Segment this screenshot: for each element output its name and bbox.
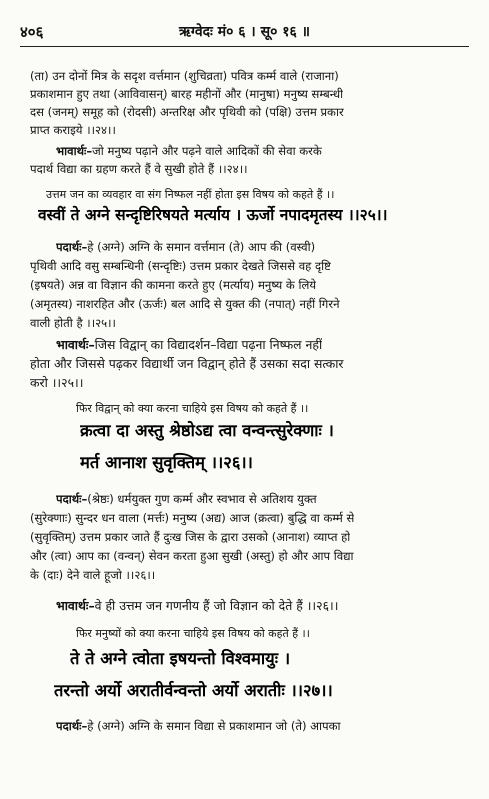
mantra-verse: मर्त आनाश सुवृक्तिम् ।।२६।।	[80, 453, 253, 472]
padartha-line: पदार्थः–हे (अग्ने) अग्नि के समान वर्त्तमान (ते) आप की (वस्वी)	[56, 240, 316, 254]
padartha-line: (सुवृक्तिम्) उत्तम प्रकार जाते हैं दुःख जिस के द्वारा उसको (आनाश) व्याप्त हो	[30, 530, 351, 544]
padartha-line: (इषयते) अन्न वा विज्ञान की कामना करते हुए (मर्त्याय) मनुष्य के लिये	[30, 278, 317, 292]
running-title: ऋग्वेदः मं० ६ । सू० १६ ॥	[178, 24, 311, 40]
body-line: प्रकाशमान हुए तथा (आविवासन्) बारह महीनों और (मानुषा) मनुष्य सम्बन्धी	[30, 87, 344, 101]
bhavartha-line: भावार्थः–वे ही उत्तम जन गणनीय हैं जो विज्ञान को देते हैं ।।२६।।	[56, 598, 339, 613]
padartha-line: और (त्वा) आप का (वन्वन्) सेवन करता हुआ सुखी (अस्तु) हो और आप विद्या	[30, 549, 354, 563]
bhavartha-line: पदार्थ विद्या का ग्रहण करते हैं वे सुखी होते हैं ।।२४।।	[30, 162, 248, 176]
mantra-verse: क्रत्वा दा अस्तु श्रेष्ठोऽद्य त्वा वन्वन्त्सुरेक्णाः ।	[80, 421, 334, 440]
padartha-line: पदार्थः–हे (अग्ने) अग्नि के समान विद्या से प्रकाशमान जो (ते) आपका	[56, 719, 341, 733]
body-line: (ता) उन दोनों मित्र के सदृश वर्त्तमान (शुचिव्रता) पवित्र कर्म्म वाले (राजाना)	[30, 69, 339, 83]
mantra-verse: तरन्तो अर्यो अरातीर्वन्वन्तो अर्यो अरातीः ।।२७।।	[54, 681, 333, 700]
padartha-line: पदार्थः–(श्रेष्ठः) धर्मयुक्त गुण कर्म्म और स्वभाव से अतिशय युक्त	[56, 492, 317, 506]
topic-intro: फिर विद्वान् को क्या करना चाहिये इस विषय को कहते हैं ।।	[76, 402, 309, 415]
padartha-label: पदार्थः–	[56, 240, 88, 254]
padartha-line: (सुरेक्णाः) सुन्दर धन वाला (मर्त्तः) मनुष्य (अद्य) आज (क्रत्वा) बुद्धि वा कर्म्म से	[30, 511, 355, 525]
bhavartha-label: भावार्थः–	[56, 598, 95, 613]
bhavartha-line: करो ।।२५।।	[30, 375, 84, 390]
topic-intro: उत्तम जन का व्यवहार वा संग निष्फल नहीं होता इस विषय को कहते हैं ।।	[46, 188, 335, 201]
padartha-line: वाली होती है ।।२५।।	[30, 316, 116, 330]
body-line: प्राप्त कराइये ।।२४।।	[30, 123, 116, 137]
topic-intro: फिर मनुष्यों को क्या करना चाहिये इस विषय को कहते हैं ।।	[76, 627, 310, 640]
mantra-verse: ते ते अग्ने त्वोता इषयन्तो विश्वमायुः ।	[70, 649, 291, 668]
bhavartha-line: भावार्थः–जो मनुष्य पढ़ाने और पढ़ने वाले आदिकों की सेवा करके	[56, 144, 322, 158]
body-line: दस (जनम्) समूह को (रोदसी) अन्तरिक्ष और पृथिवी को (पक्षि) उत्तम प्रकार	[30, 105, 344, 119]
padartha-label: पदार्थः–	[56, 492, 88, 506]
page-header	[20, 22, 469, 47]
bhavartha-line: होता और जिससे पढ़कर विद्यार्थी जन विद्वान् होते हैं उसका सदा सत्कार	[30, 356, 344, 371]
mantra-verse: वस्वीं ते अग्ने सन्दृष्टिरिषयते मर्त्याय । ऊर्जो नपादमृतस्य ।।२५।।	[38, 205, 388, 224]
padartha-line: पृथिवी आदि वसु सम्बन्धिनी (सन्दृष्टिः) उत्तम प्रकार देखते जिससे वह दृष्टि	[30, 259, 331, 273]
page-number: ४०६	[20, 23, 44, 41]
padartha-line: (अमृतस्य) नाशरहित और (ऊर्जः) बल आदि से युक्त की (नपात्) नहीं गिरने	[30, 297, 340, 311]
bhavartha-label: भावार्थः–	[56, 144, 93, 158]
padartha-label: पदार्थः–	[56, 719, 88, 733]
bhavartha-line: भावार्थः–जिस विद्वान् का विद्यादर्शन–विद्या पढ़ना निष्फल नहीं	[56, 337, 323, 352]
bhavartha-label: भावार्थः–	[56, 337, 95, 352]
padartha-line: के (दाः) देने वाले हूजो ।।२६।।	[30, 568, 156, 582]
